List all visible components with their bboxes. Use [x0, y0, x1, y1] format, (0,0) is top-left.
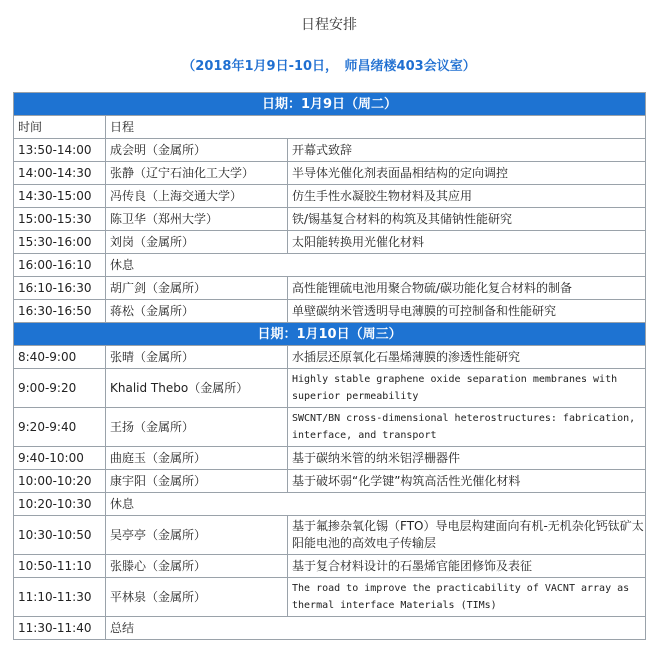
table-row [14, 470, 646, 493]
table-row [14, 516, 646, 555]
time-cell: 10:00-10:20 [14, 470, 106, 493]
column-header-agenda: 日程 [106, 116, 646, 139]
break-cell: 休息 [106, 254, 646, 277]
day2-header-row [14, 323, 646, 346]
table-row [14, 447, 646, 470]
table-row [14, 346, 646, 369]
speaker-cell: 陈卫华（郑州大学） [106, 208, 288, 231]
time-cell: 10:20-10:30 [14, 493, 106, 516]
topic-cell: 基于破坏弱“化学键”构筑高活性光催化材料 [288, 470, 646, 493]
speaker-cell: 刘岗（金属所） [106, 231, 288, 254]
topic-cell: 基于碳纳米管的纳米铝浮栅器件 [288, 447, 646, 470]
topic-cell: 太阳能转换用光催化材料 [288, 231, 646, 254]
table-row [14, 208, 646, 231]
time-cell: 16:10-16:30 [14, 277, 106, 300]
time-cell: 10:50-11:10 [14, 555, 106, 578]
topic-cell: 基于复合材料设计的石墨烯官能团修饰及表征 [288, 555, 646, 578]
schedule-table [13, 92, 646, 640]
speaker-cell: 张晴（金属所） [106, 346, 288, 369]
topic-cell: 高性能锂硫电池用聚合物硫/碳功能化复合材料的制备 [288, 277, 646, 300]
time-cell: 14:30-15:00 [14, 185, 106, 208]
day1-title: 日期：1月9日（周二） [14, 93, 646, 116]
topic-cell: SWCNT/BN cross-dimensional heterostructures: fabrication, interface, and transport [288, 408, 646, 447]
time-cell: 11:10-11:30 [14, 578, 106, 617]
table-row [14, 300, 646, 323]
break-cell: 总结 [106, 617, 646, 640]
topic-cell: 开幕式致辞 [288, 139, 646, 162]
speaker-cell: 冯传良（上海交通大学） [106, 185, 288, 208]
table-row [14, 578, 646, 617]
time-cell: 10:30-10:50 [14, 516, 106, 555]
time-cell: 9:20-9:40 [14, 408, 106, 447]
table-row [14, 555, 646, 578]
speaker-cell: 王扬（金属所） [106, 408, 288, 447]
day1-header-row [14, 93, 646, 116]
topic-cell: 基于氟掺杂氧化锡（FTO）导电层构建面向有机-无机杂化钙钛矿太阳能电池的高效电子传输层 [288, 516, 646, 555]
time-cell: 8:40-9:00 [14, 346, 106, 369]
speaker-cell: 康宇阳（金属所） [106, 470, 288, 493]
time-cell: 16:30-16:50 [14, 300, 106, 323]
table-row [14, 185, 646, 208]
table-row [14, 617, 646, 640]
table-row [14, 231, 646, 254]
topic-cell: 单壁碳纳米管透明导电薄膜的可控制备和性能研究 [288, 300, 646, 323]
time-cell: 9:40-10:00 [14, 447, 106, 470]
topic-cell: 水插层还原氧化石墨烯薄膜的渗透性能研究 [288, 346, 646, 369]
topic-cell: 半导体光催化剂表面晶相结构的定向调控 [288, 162, 646, 185]
table-row [14, 369, 646, 408]
time-cell: 16:00-16:10 [14, 254, 106, 277]
table-row [14, 408, 646, 447]
page-title: 日程安排 [301, 17, 357, 33]
table-row [14, 162, 646, 185]
speaker-cell: Khalid Thebo（金属所） [106, 369, 288, 408]
time-cell: 9:00-9:20 [14, 369, 106, 408]
speaker-cell: 张滕心（金属所） [106, 555, 288, 578]
day2-title: 日期：1月10日（周三） [14, 323, 646, 346]
break-cell: 休息 [106, 493, 646, 516]
table-row [14, 277, 646, 300]
page-subtitle: （2018年1月9日-10日， 师昌绪楼403会议室） [182, 59, 476, 74]
speaker-cell: 胡广剑（金属所） [106, 277, 288, 300]
topic-cell: The road to improve the practicability of VACNT array as thermal interface Materials (TIMs) [288, 578, 646, 617]
speaker-cell: 张静（辽宁石油化工大学） [106, 162, 288, 185]
topic-cell: 铁/锡基复合材料的构筑及其储钠性能研究 [288, 208, 646, 231]
table-row [14, 139, 646, 162]
speaker-cell: 吴亭亭（金属所） [106, 516, 288, 555]
speaker-cell: 蒋松（金属所） [106, 300, 288, 323]
time-cell: 13:50-14:00 [14, 139, 106, 162]
speaker-cell: 曲庭玉（金属所） [106, 447, 288, 470]
time-cell: 14:00-14:30 [14, 162, 106, 185]
topic-cell: Highly stable graphene oxide separation membranes with superior permeability [288, 369, 646, 408]
speaker-cell: 成会明（金属所） [106, 139, 288, 162]
speaker-cell: 平林泉（金属所） [106, 578, 288, 617]
time-cell: 11:30-11:40 [14, 617, 106, 640]
table-row [14, 254, 646, 277]
time-cell: 15:30-16:00 [14, 231, 106, 254]
table-row [14, 493, 646, 516]
column-header-time: 时间 [14, 116, 106, 139]
column-header-row [14, 116, 646, 139]
time-cell: 15:00-15:30 [14, 208, 106, 231]
topic-cell: 仿生手性水凝胶生物材料及其应用 [288, 185, 646, 208]
